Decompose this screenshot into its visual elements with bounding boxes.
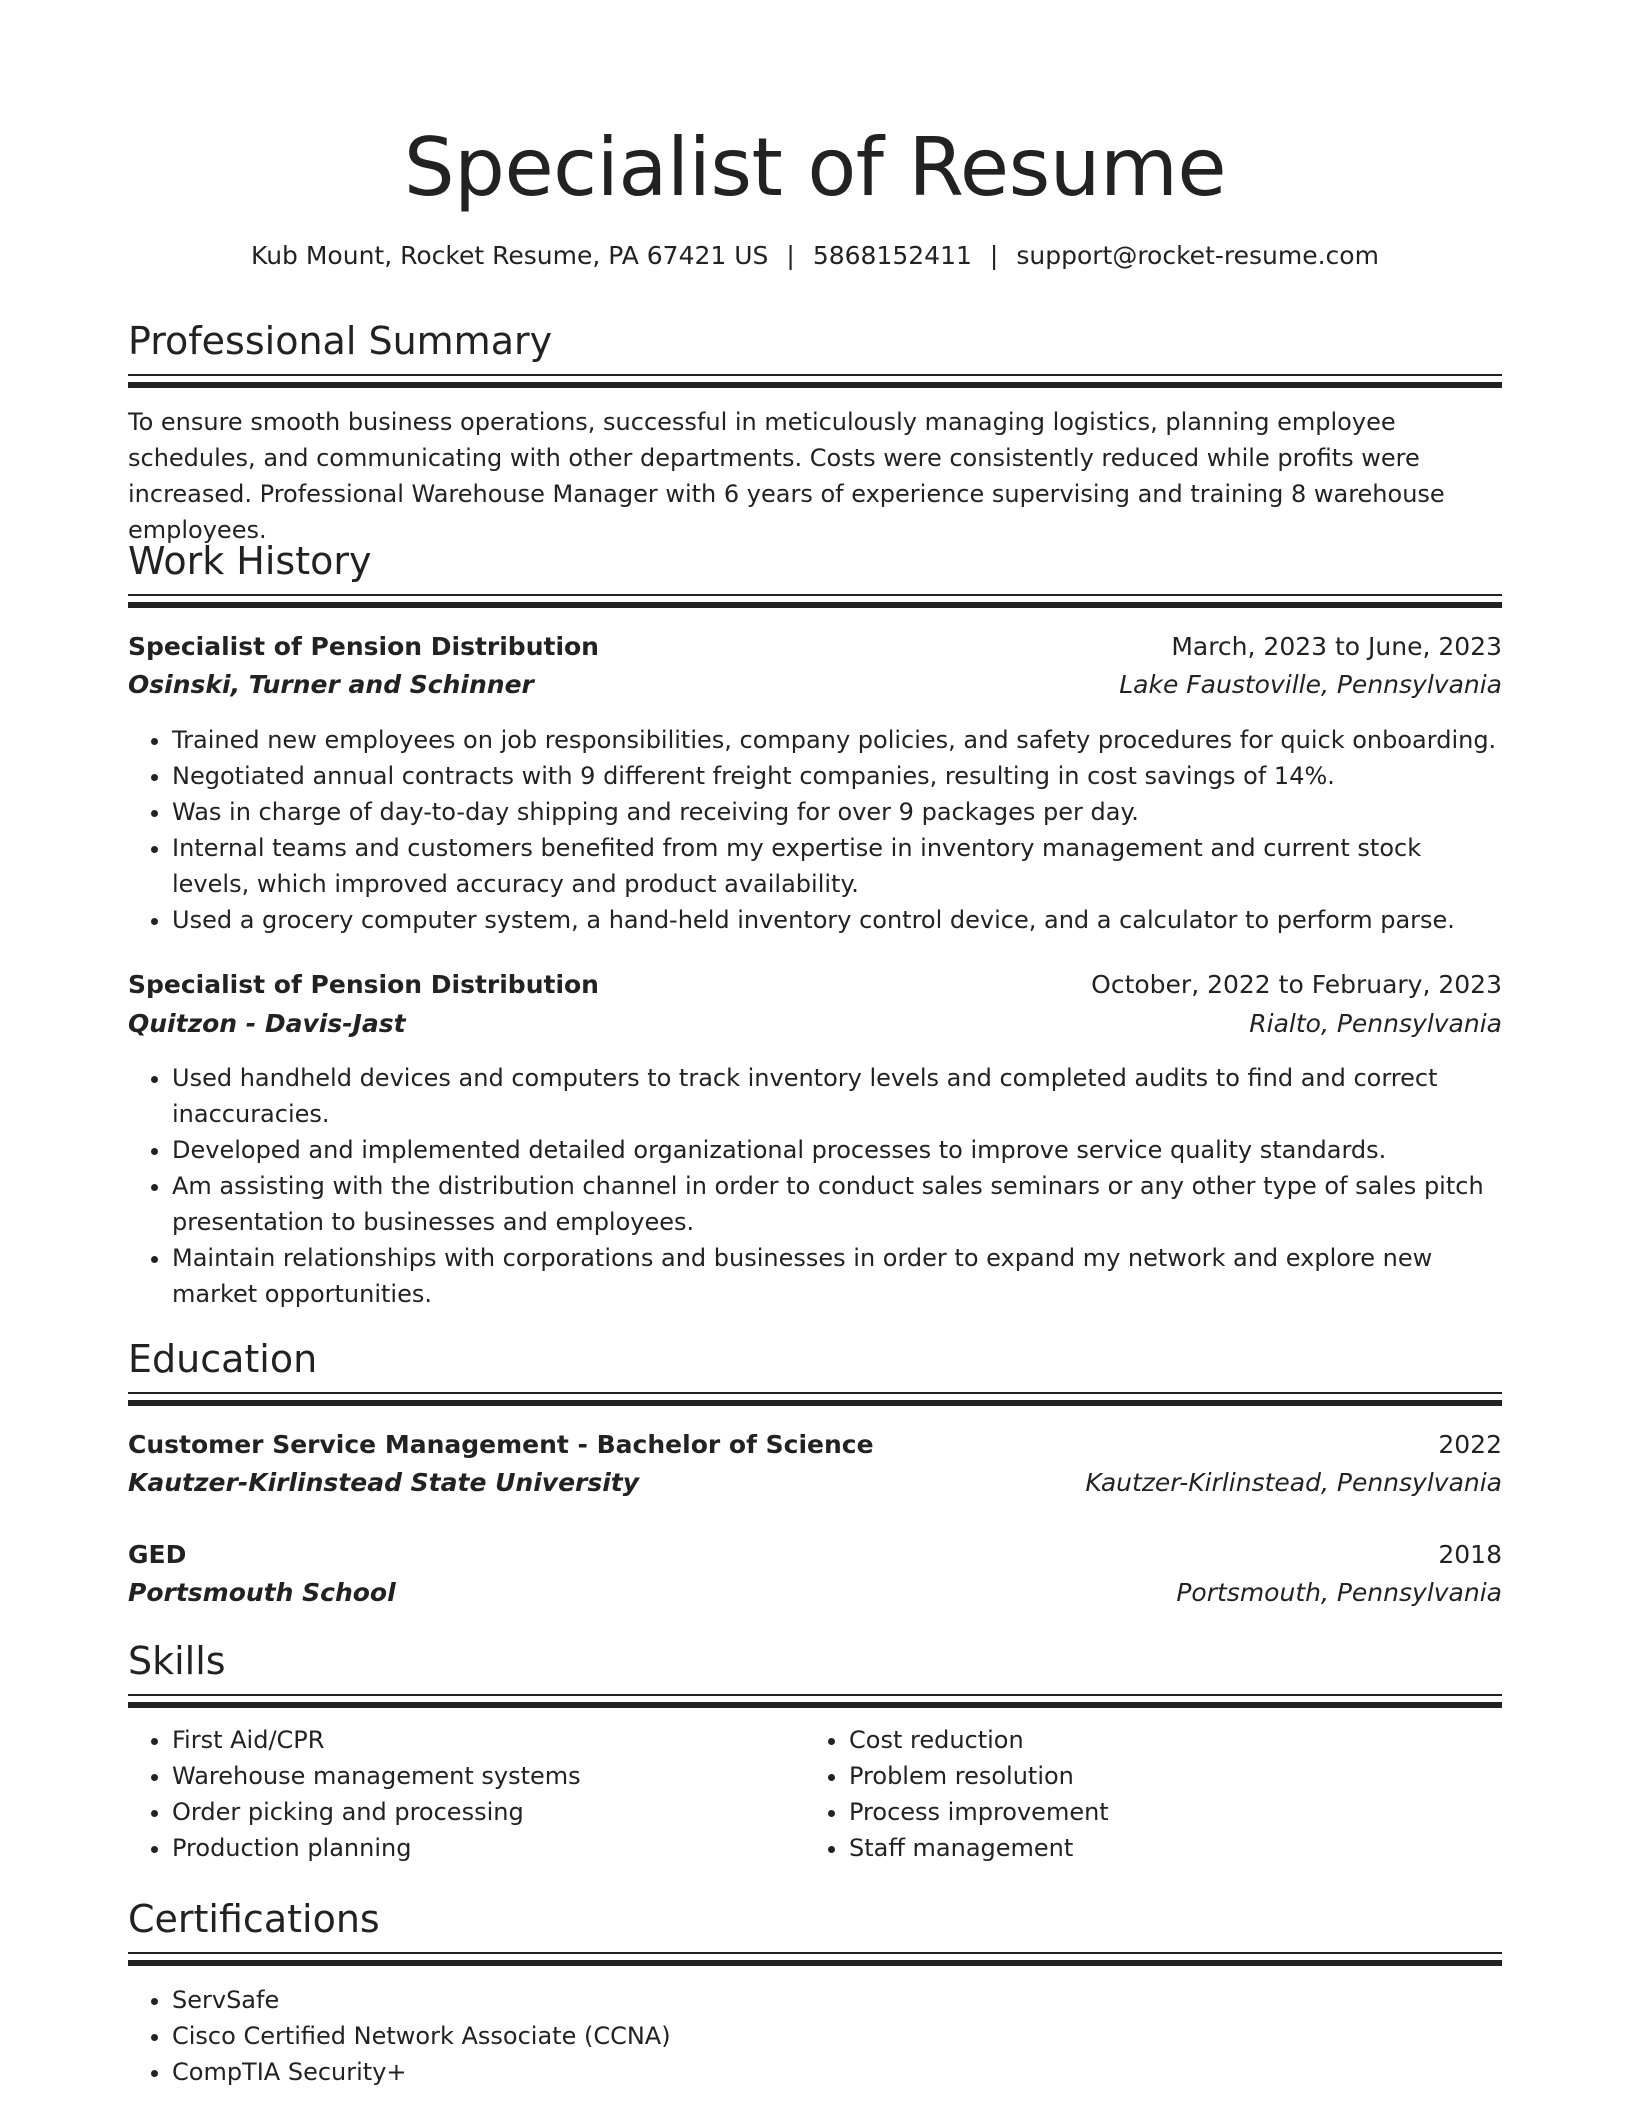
list-item: • Cost reduction: [849, 1722, 1449, 1758]
education-year: 2018: [1438, 1540, 1502, 1569]
job-dates: October, 2022 to February, 2023: [1091, 970, 1502, 999]
section-title-summary: Professional Summary: [128, 319, 553, 363]
job-location: Lake Faustoville, Pennsylvania: [1119, 670, 1502, 699]
list-item: • Process improvement: [849, 1794, 1449, 1830]
list-item: • Trained new employees on job responsibilities, company policies, and safety procedures for quick onboarding.: [172, 722, 1502, 758]
section-divider: [128, 1392, 1502, 1406]
summary-text: To ensure smooth business operations, successful in meticulously managing logistics, planning employee schedules, and communicating with other departments. Costs were consistently reduced while profits were increased. Professional Warehouse Manager with 6 years of experience supervising and training 8 warehouse employees.: [128, 408, 1445, 544]
education-school: Portsmouth School: [128, 1578, 396, 1607]
education-location: Portsmouth, Pennsylvania: [1176, 1578, 1502, 1607]
certifications-list: [128, 1982, 1502, 2090]
education-degree: Customer Service Management - Bachelor of Science: [128, 1430, 874, 1459]
section-divider: [128, 594, 1502, 608]
list-item: • Internal teams and customers benefited from my expertise in inventory management and current stock levels, which improved accuracy and product availability.: [172, 830, 1502, 902]
job-header: [128, 966, 1502, 1004]
list-item: • Maintain relationships with corporations and businesses in order to expand my network and explore new market opportunities.: [172, 1240, 1502, 1312]
job-company-row: [128, 1005, 1502, 1043]
list-item: • Cisco Certified Network Associate (CCNA): [172, 2018, 1502, 2054]
list-item: • Order picking and processing: [172, 1794, 772, 1830]
job-company: Osinski, Turner and Schinner: [128, 670, 534, 699]
job-title: Specialist of Pension Distribution: [128, 970, 599, 999]
job-header: [128, 628, 1502, 666]
education-header: [128, 1426, 1502, 1464]
skills-list-right: [805, 1722, 1449, 1866]
section-title-work: Work History: [128, 539, 372, 583]
education-school: Kautzer-Kirlinstead State University: [128, 1468, 640, 1497]
list-item: • Am assisting with the distribution channel in order to conduct sales seminars or any other type of sales pitch presentation to businesses and employees.: [172, 1168, 1502, 1240]
list-item: • Used a grocery computer system, a hand-held inventory control device, and a calculator to perform parse.: [172, 902, 1502, 938]
education-year: 2022: [1438, 1430, 1502, 1459]
job-company: Quitzon - Davis-Jast: [128, 1009, 406, 1038]
job-title: Specialist of Pension Distribution: [128, 632, 599, 661]
section-divider: [128, 1952, 1502, 1966]
education-school-row: [128, 1574, 1502, 1612]
contact-address: Kub Mount, Rocket Resume, PA 67421 US: [251, 241, 769, 270]
list-item: • Warehouse management systems: [172, 1758, 772, 1794]
list-item: • Production planning: [172, 1830, 772, 1866]
resume-name: Specialist of Resume: [403, 121, 1227, 214]
contact-email[interactable]: support@rocket-resume.com: [1016, 241, 1379, 270]
contact-phone: 5868152411: [812, 241, 972, 270]
list-item: • Was in charge of day-to-day shipping and receiving for over 9 packages per day.: [172, 794, 1502, 830]
job-dates: March, 2023 to June, 2023: [1171, 632, 1502, 661]
contact-separator: |: [786, 241, 795, 270]
list-item: • Staff management: [849, 1830, 1449, 1866]
section-title-certifications: Certifications: [128, 1897, 380, 1941]
job-location: Rialto, Pennsylvania: [1249, 1009, 1502, 1038]
contact-separator: |: [989, 241, 999, 270]
section-divider: [128, 374, 1502, 388]
section-divider: [128, 1694, 1502, 1708]
list-item: • Problem resolution: [849, 1758, 1449, 1794]
list-item: • First Aid/CPR: [172, 1722, 772, 1758]
skills-list-left: [128, 1722, 772, 1866]
section-title-skills: Skills: [128, 1639, 226, 1683]
job-bullets: [128, 722, 1502, 938]
education-degree: GED: [128, 1540, 187, 1569]
list-item: • CompTIA Security+: [172, 2054, 1502, 2090]
list-item: • Used handheld devices and computers to track inventory levels and completed audits to find and correct inaccuracies.: [172, 1060, 1502, 1132]
education-header: [128, 1536, 1502, 1574]
job-company-row: [128, 666, 1502, 704]
education-location: Kautzer-Kirlinstead, Pennsylvania: [1085, 1468, 1502, 1497]
contact-line: [128, 238, 1502, 274]
list-item: • Developed and implemented detailed organizational processes to improve service quality standards.: [172, 1132, 1502, 1168]
job-bullets: [128, 1060, 1502, 1312]
section-title-education: Education: [128, 1337, 318, 1381]
list-item: • ServSafe: [172, 1982, 1502, 2018]
list-item: • Negotiated annual contracts with 9 different freight companies, resulting in cost savings of 14%.: [172, 758, 1502, 794]
education-school-row: [128, 1464, 1502, 1502]
